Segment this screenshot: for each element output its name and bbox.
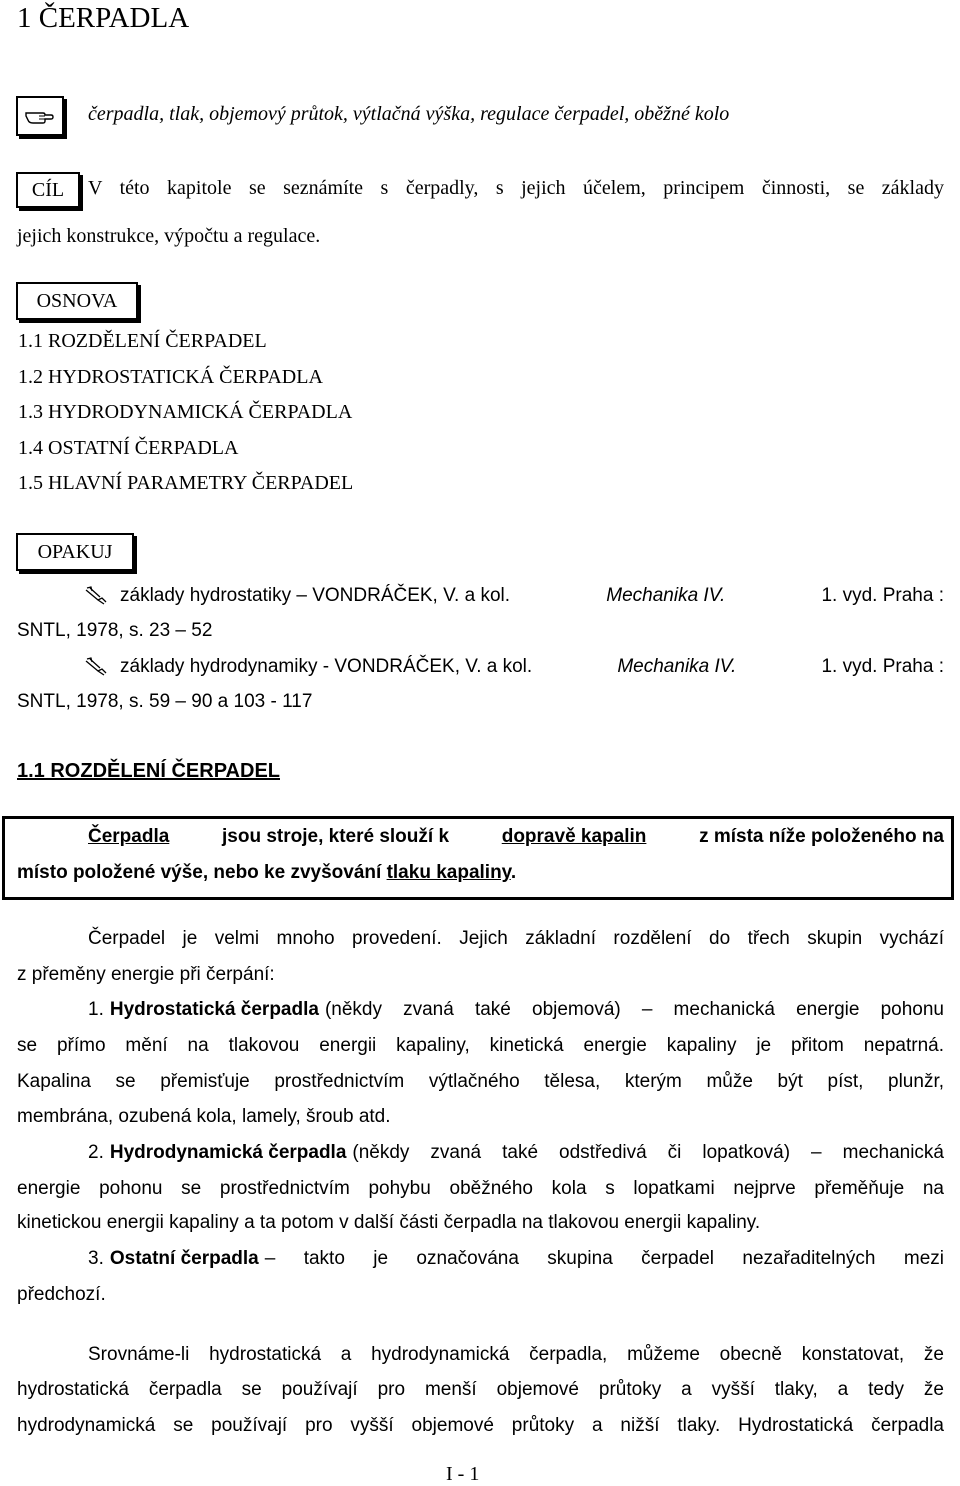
outline-item: 1.2 HYDROSTATICKÁ ČERPADLA	[18, 366, 323, 388]
type-1-line: membrána, ozubená kola, lamely, šroub atd.	[17, 1106, 391, 1127]
intro-line-1: Čerpadel je velmi mnoho provedení. Jejich základní rozdělení do třech skupin vychází	[88, 928, 944, 949]
type-name: Ostatní čerpadla	[109, 1248, 259, 1269]
review-label: OPAKUJ	[37, 540, 113, 563]
goal-label: CÍL	[31, 178, 65, 201]
closing-line-3: hydrodynamická se používají pro vyšší objemové průtoky a nižší tlaky. Hydrostatická čerpadla	[17, 1415, 944, 1436]
def-text-3: místo položené výše, nebo ke zvyšování	[17, 862, 382, 883]
ref-2-tail: 1. vyd. Praha :	[821, 656, 944, 677]
pointing-hand-icon	[25, 107, 55, 125]
type-3-head	[88, 1248, 944, 1270]
definition-line-2	[17, 862, 516, 884]
type-2-line: kinetickou energii kapaliny a ta potom v další části čerpadla na tlakovou energii kapaliny.	[17, 1212, 761, 1233]
ref-1-tail: 1. vyd. Praha :	[821, 585, 944, 606]
chapter-title: 1 ČERPADLA	[17, 2, 190, 34]
intro-line-2: z přeměny energie při čerpání:	[17, 964, 275, 985]
def-text-1: jsou stroje, které slouží k	[222, 826, 450, 847]
review-label-box	[16, 533, 134, 571]
ref-2-topic: základy hydrodynamiky - VONDRÁČEK, V. a kol.	[120, 656, 533, 677]
def-text-2: z místa níže položeného na	[699, 826, 944, 847]
type-2-line: energie pohonu se prostřednictvím pohybu oběžného kola s lopatkami nejprve přeměňuje na	[17, 1178, 944, 1199]
type-name: Hydrodynamická čerpadla	[109, 1142, 347, 1163]
outline-item: 1.3 HYDRODYNAMICKÁ ČERPADLA	[18, 401, 353, 423]
goal-label-box	[16, 172, 80, 208]
closing-line-1: Srovnáme-li hydrostatická a hydrodynamická čerpadla, můžeme obecně konstatovat, že	[88, 1344, 944, 1365]
def-term-pressure: tlaku kapaliny	[386, 862, 511, 883]
page-number: I - 1	[446, 1463, 480, 1485]
type-num: 1.	[88, 999, 104, 1020]
goal-line-1: V této kapitole se seznámíte s čerpadly, s jejich účelem, principem činnosti, se základy	[88, 177, 944, 199]
type-rest: (někdy zvaná také objemová) – mechanická energie pohonu	[324, 999, 944, 1020]
type-1-head	[88, 999, 944, 1021]
outline-item: 1.4 OSTATNÍ ČERPADLA	[18, 437, 239, 459]
review-ref-1	[84, 583, 944, 609]
ref-1-book: Mechanika IV.	[606, 585, 726, 606]
ref-1-line-2: SNTL, 1978, s. 23 – 52	[17, 620, 213, 641]
outline-label-box	[16, 282, 138, 320]
section-heading: 1.1 ROZDĚLENÍ ČERPADEL	[17, 760, 280, 782]
definition-line-1	[88, 826, 944, 848]
goal-line-2: jejich konstrukce, výpočtu a regulace.	[17, 225, 321, 247]
closing-line-2: hydrostatická čerpadla se používají pro menší objemové průtoky a vyšší tlaky, a tedy že	[17, 1379, 944, 1400]
def-term-transport: dopravě kapalin	[501, 826, 647, 847]
ref-2-book: Mechanika IV.	[617, 656, 737, 677]
outline-label: OSNOVA	[36, 289, 118, 312]
ref-1-topic: základy hydrostatiky – VONDRÁČEK, V. a kol.	[120, 585, 511, 606]
type-2-head	[88, 1142, 944, 1164]
outline-item: 1.5 HLAVNÍ PARAMETRY ČERPADEL	[18, 472, 354, 494]
type-num: 3.	[88, 1248, 104, 1269]
type-name: Hydrostatická čerpadla	[109, 999, 319, 1020]
def-term: Čerpadla	[88, 826, 170, 847]
review-ref-2	[84, 654, 944, 680]
ref-2-line-2: SNTL, 1978, s. 59 – 90 a 103 - 117	[17, 691, 313, 712]
writing-hand-icon	[84, 586, 110, 606]
keywords: čerpadla, tlak, objemový průtok, výtlačná výška, regulace čerpadel, oběžné kolo	[88, 103, 730, 125]
def-period: .	[510, 862, 517, 883]
outline-item: 1.1 ROZDĚLENÍ ČERPADEL	[18, 330, 267, 352]
keyword-icon-box	[16, 96, 64, 136]
type-1-line: Kapalina se přemisťuje prostřednictvím výtlačného tělesa, kterým může být píst, plunžr,	[17, 1071, 944, 1092]
type-num: 2.	[88, 1142, 104, 1163]
type-rest: (někdy zvaná také odstředivá či lopatková) – mechanická	[352, 1142, 944, 1163]
writing-hand-icon	[84, 657, 110, 677]
type-3-line: předchozí.	[17, 1284, 106, 1305]
type-rest: – takto je označována skupina čerpadel nezařaditelných mezi	[264, 1248, 944, 1269]
type-1-line: se přímo mění na tlakovou energii kapaliny, kinetická energie kapaliny je přitom nepatrná.	[17, 1035, 944, 1056]
